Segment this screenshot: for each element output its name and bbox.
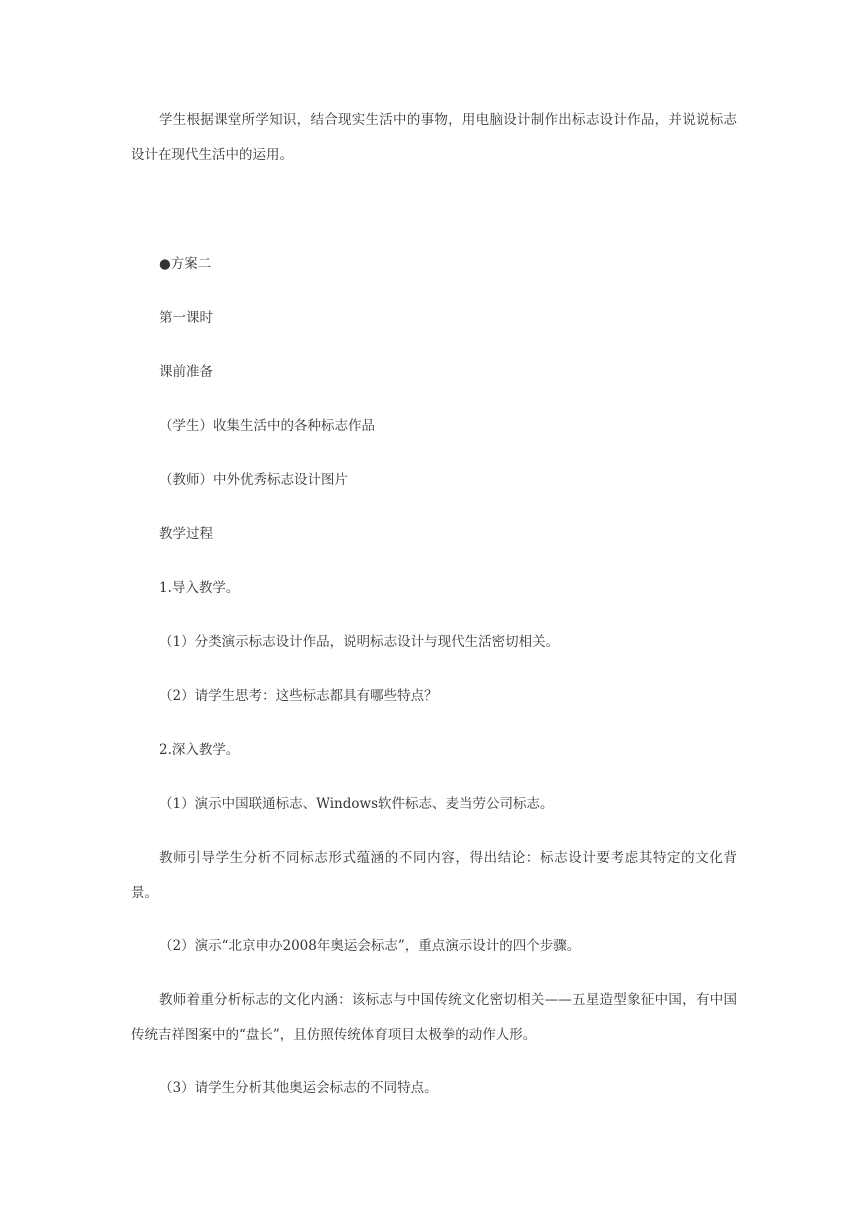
step-1-heading: 1.导入教学。 <box>159 580 240 596</box>
paragraph-teacher-prep: （教师）中外优秀标志设计图片 <box>159 472 348 488</box>
step-2-heading: 2.深入教学。 <box>159 742 240 758</box>
paragraph-cultural-analysis: 教师着重分析标志的文化内涵：该标志与中国传统文化密切相关——五星造型象征中国，有中国传统吉祥图案中的“盘长”，且仿照传统体育项目太极拳的动作人形。 <box>131 992 737 1043</box>
step-2-item-1: （1）演示中国联通标志、Windows软件标志、麦当劳公司标志。 <box>159 796 554 812</box>
step-2-item-3: （3）请学生分析其他奥运会标志的不同特点。 <box>159 1080 438 1096</box>
paragraph-student-task: 学生根据课堂所学知识，结合现实生活中的事物，用电脑设计制作出标志设计作品，并说说标志设计在现代生活中的运用。 <box>131 112 737 163</box>
paragraph-teacher-guide: 教师引导学生分析不同标志形式蕴涵的不同内容，得出结论：标志设计要考虑其特定的文化背景。 <box>131 850 737 901</box>
paragraph-student-prep: （学生）收集生活中的各种标志作品 <box>159 418 375 434</box>
section-heading-plan-two: ●方案二 <box>159 256 212 272</box>
step-1-item-1: （1）分类演示标志设计作品，说明标志设计与现代生活密切相关。 <box>159 634 560 650</box>
step-1-item-2: （2）请学生思考：这些标志都具有哪些特点？ <box>159 688 438 704</box>
subheading-process: 教学过程 <box>159 526 213 542</box>
step-2-item-2: （2）演示“北京申办2008年奥运会标志”，重点演示设计的四个步骤。 <box>159 938 581 954</box>
subheading-preparation: 课前准备 <box>159 364 213 380</box>
lesson-heading: 第一课时 <box>159 310 213 326</box>
